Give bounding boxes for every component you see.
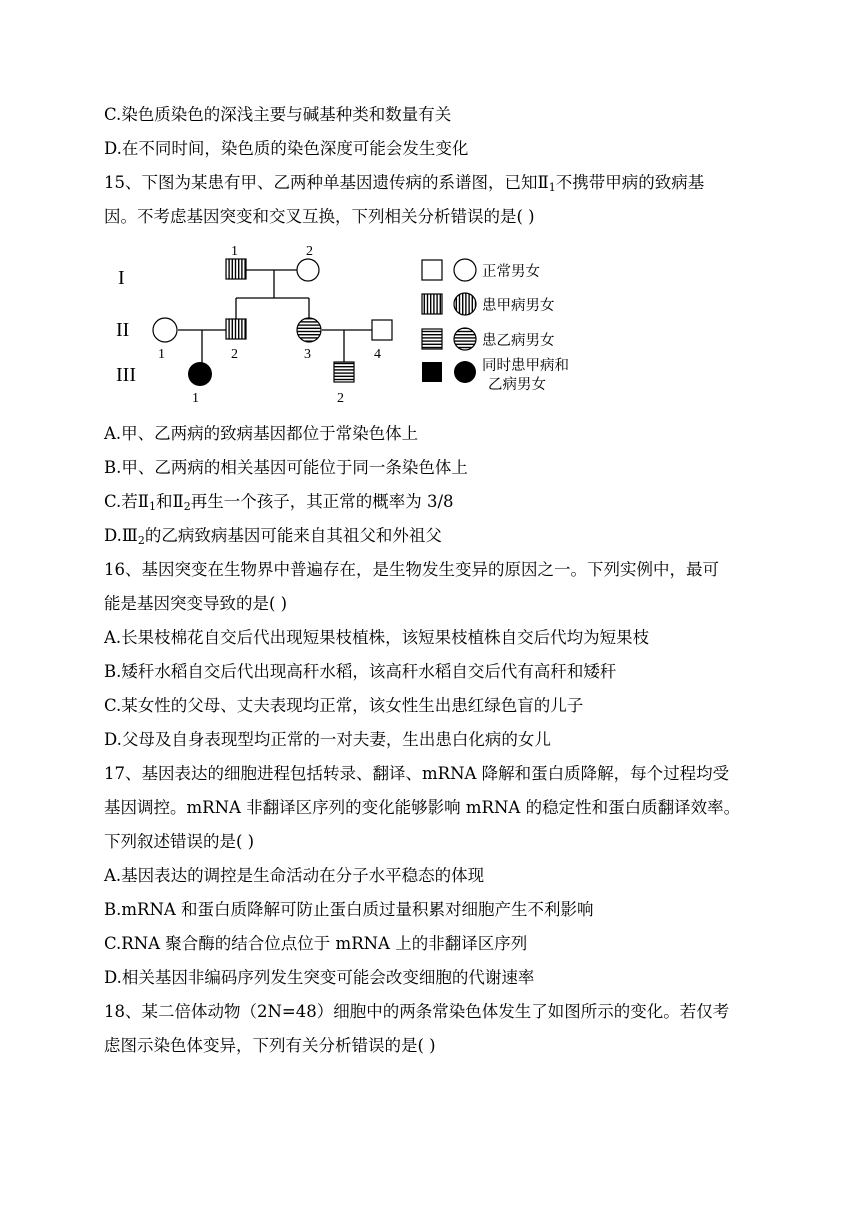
individual-I-2 [297,259,319,281]
individual-II-1 [153,318,177,342]
generation-label-3: III [116,364,136,386]
question-16-option-b: B.矮秆水稻自交后代出现高秆水稻，该高秆水稻自交后代有高秆和矮秆 [104,662,617,681]
svg-text:1: 1 [158,347,165,362]
question-16-option-d: D.父母及自身表现型均正常的一对夫妻，生出患白化病的女儿 [104,730,551,749]
svg-text:1: 1 [192,391,199,406]
question-15-option-d: $D.Ⅲ_2$的乙病致病基因可能来自其祖父和外祖父 [104,526,442,547]
svg-text:2: 2 [231,347,238,362]
svg-text:患乙病男女: 患乙病男女 [482,333,555,349]
question-16-line-2: 能是基因突变导致的是( ) [104,594,288,613]
individual-II-2 [226,319,246,339]
question-17-option-c: C.RNA 聚合酶的结合位点位于 mRNA 上的非翻译区序列 [104,934,528,953]
question-17-line-3: 下列叙述错误的是( ) [104,832,255,851]
individual-I-1 [226,259,246,279]
individual-II-4 [372,320,392,340]
svg-text:4: 4 [374,347,381,362]
question-16-option-a: A.长果枝棉花自交后代出现短果枝植株，该短果枝植株自交后代均为短果枝 [104,628,650,647]
question-15-option-c: C.若$Ⅱ_1$和$Ⅱ_2$再生一个孩子，其正常的概率为 3/8 [104,492,454,513]
svg-text:2: 2 [337,391,344,406]
question-15-line-1: 15、下图为某患有甲、乙两种单基因遗传病的系谱图，已知$Ⅱ_1$不携带甲病的致病基 [104,173,705,194]
individual-III-2 [334,362,354,382]
generation-label-1: I [118,267,125,289]
question-17-line-2: 基因调控。mRNA 非翻译区序列的变化能够影响 mRNA 的稳定性和蛋白质翻译效率。 [104,798,741,817]
question-17-option-d: D.相关基因非编码序列发生突变可能会改变细胞的代谢速率 [104,968,535,987]
svg-text:乙病男女: 乙病男女 [488,377,546,393]
question-18-line-1: 18、某二倍体动物（2N=48）细胞中的两条常染色体发生了如图所示的变化。若仅考 [104,1002,730,1021]
question-17-option-a: A.基因表达的调控是生命活动在分子水平稳态的体现 [104,866,485,885]
option-c-prev: C.染色质染色的深浅主要与碱基种类和数量有关 [104,105,452,124]
svg-text:患甲病男女: 患甲病男女 [482,298,555,314]
question-16-option-c: C.某女性的父母、丈夫表现均正常，该女性生出患红绿色盲的儿子 [104,696,584,715]
individual-III-1 [188,362,212,386]
svg-text:正常男女: 正常男女 [482,264,540,280]
svg-text:2: 2 [306,244,313,259]
generation-label-2: II [116,319,130,341]
question-15-option-a: A.甲、乙两病的致病基因都位于常染色体上 [104,424,419,443]
question-17-line-1: 17、基因表达的细胞进程包括转录、翻译、mRNA 降解和蛋白质降解，每个过程均受 [104,764,730,783]
question-15-line-2: 因。不考虑基因突变和交叉互换，下列相关分析错误的是( ) [104,207,535,226]
question-16-line-1: 16、基因突变在生物界中普遍存在，是生物发生变异的原因之一。下列实例中，最可 [104,560,719,579]
svg-text:同时患甲病和: 同时患甲病和 [482,358,569,374]
svg-text:3: 3 [304,347,311,362]
pedigree-diagram [110,238,610,408]
question-18-line-2: 虑图示染色体变异，下列有关分析错误的是( ) [104,1036,436,1055]
option-d-prev: D.在不同时间，染色质的染色深度可能会发生变化 [104,139,469,158]
question-15-option-b: B.甲、乙两病的相关基因可能位于同一条染色体上 [104,458,468,477]
individual-II-3 [297,318,321,342]
question-17-option-b: B.mRNA 和蛋白质降解可防止蛋白质过量积累对细胞产生不利影响 [104,900,594,919]
svg-text:1: 1 [231,244,238,259]
legend [422,259,569,393]
